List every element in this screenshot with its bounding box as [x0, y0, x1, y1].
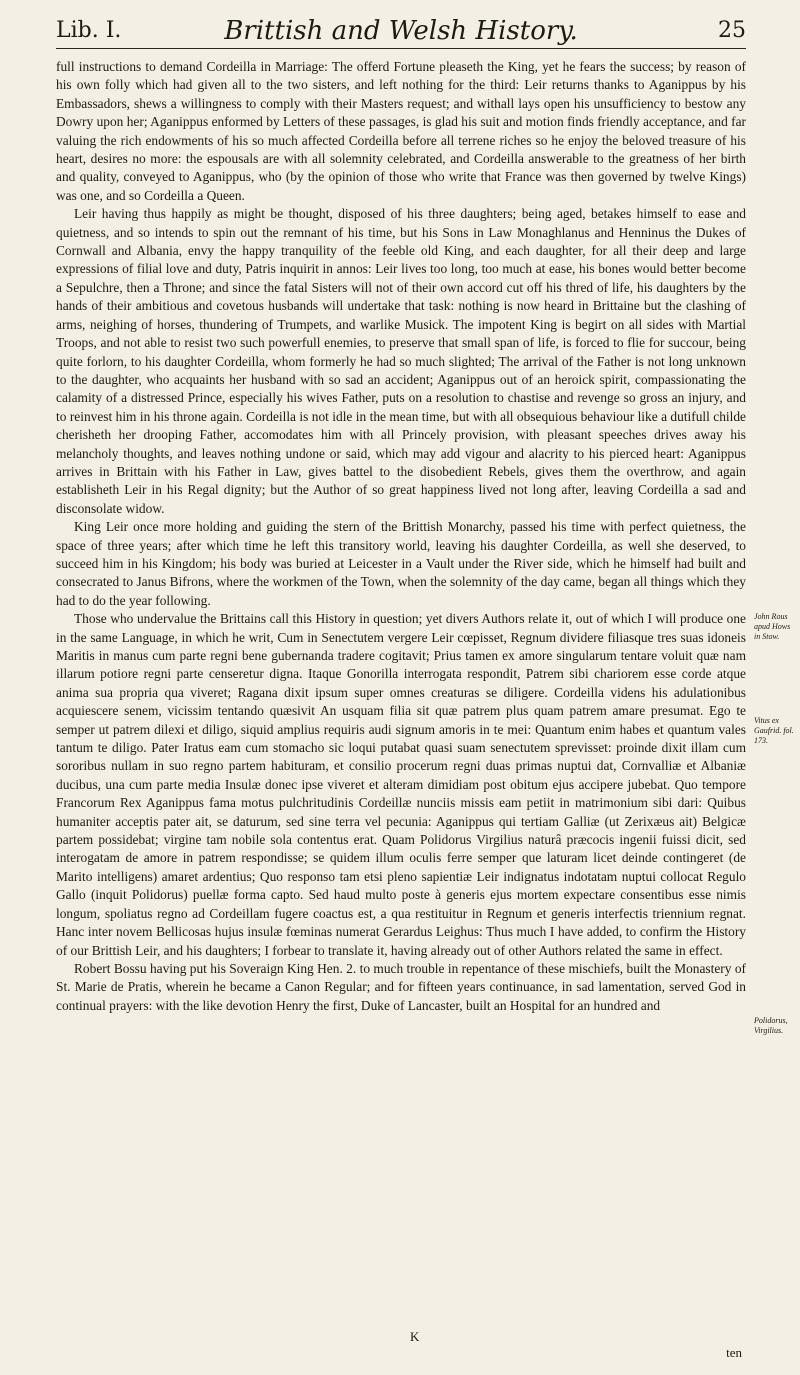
- paragraph-3: King Leir once more holding and guiding the stern of the Brittish Monarchy, passed his time with perfect quietness, the space of three years; after which time he left this transitory world, leaving his daughter Cordeilla, as well she deserved, to succeed him in his Kingdom; his body was buried at Leicester in a Vault under the River side, which he himself had built and consecrated to Janus Bifrons, where the workmen of the Town, when the solemnity of the day came, began all things which they had to do the year following.: [56, 519, 746, 608]
- page-number: 25: [718, 18, 746, 43]
- paragraph-5: Robert Bossu having put his Soveraign King Hen. 2. to much trouble in repentance of these mischiefs, built the Monastery of St. Marie de Pratis, wherein he became a Canon Regular; and for fifteen years continuance, in sad lamentation, served God in continual prayers: with the like devotion Henry the first, Duke of Lancaster, built an Hospital for an hundred and: [56, 960, 746, 1013]
- signature-mark: K: [410, 1329, 420, 1344]
- paragraph-4: Those who undervalue the Brittains call this History in question; yet divers Authors relate it, out of which I will produce one in the same Language, in which he writ, Cum in Senectutem vergere Leir cœpisset, Regnum dividere filiasque tres suas idoneis Maritis in manus cum parte regni bene gubernanda tradere cogitavit; Prius tamen ex amore singularum tentare voluit quæ nam illarum potiore regni parte censeretur digna. Itaque Gonorilla interrogata respondit, Patrem sibi chariorem esse corde atque anima sua propria qua viveret; Ragana dixit ipsum super omnes creaturas se diligere. Cordeilla videns his adulationibus acquiescere senem, vicissim tentando quæsivit An usquam filia sit quæ patrem plus quam patrem amare presumat. Ego te semper ut patrem dilexi et diligo, siquid amplius requiris audi signum amoris in te mei: Quantum enim habes et quantum vales tantum te diligo. Pater Iratus eam cum stomacho sic loqui putabat quasi suam senectutem sprevisset: proinde dixit illam cum sororibus nullam in suo regno partem habituram, et consilio procerum regni duas primas nuptui dat, Cornvalliæ et Albaniæ ducibus, una cum parte media Insulæ donec ipse viveret et alteram dimidiam post obitum ejus accipere jubebat. Quo tempore Francorum Rex Aganippus fama motus pulchritudinis Cordeillæ nunciis missis eam petiit in matrimonium sibi dari: Quibus humaniter acceptis pater ait, se daturum, sed sine terra vel pecunia: Aganippus qui tertiam Galliæ (ut Zerixæus ait) Belgicæ partem possidebat; virgine tam nobile sola contentus erat. Quam Polidorus Virgilius naturâ præcocis ingenii fuissi dicit, sed interogatam de amore in patrem respondisse; se quidem illum oculis ferre semper que laturam licet deinde contingeret (de Marito intelligens) amaret ardentius; Quo responso tam etsi pleno sapientiæ Leir indignatus indotatam nuptui collocat Regulo Gallo (inquit Polidorus) puellæ forma capto. Sed haud multo poste à generis ejus mortem expectare consentibus esse nimis longum, spoliatus regno ad Cordeillam fugere coactus est, a qua restituitur in Regnum et generis interfectis triennium regnat. Hanc inter novem Bellicosas hujus insulæ fœminas numerat Gerardus Leighus: Thus much I have added, to confirm the History of our Brittish Leir, and his daughters; I forbear to translate it, having already out of other Authors related the same in effect.: [56, 611, 746, 958]
- book-label: Lib. I.: [56, 18, 122, 43]
- body-text: [56, 58, 746, 1015]
- margin-note-polidorus: Polidorus, Virgilius.: [754, 1016, 788, 1035]
- margin-note-rous: John Rous apud Hows in Stow.: [754, 612, 791, 641]
- page-title: Brittish and Welsh History.: [224, 16, 578, 46]
- paragraph-2: Leir having thus happily as might be thought, disposed of his three daughters; being aged, betakes himself to ease and quietness, and so intends to spin out the remnant of his time, but his Sons in Law Monaghlanus and Henninus the Dukes of Cornwall and Albania, envy the happy tranquility of the feeble old King, and each daughter, for all their deep and large expressions of filial love and duty, Patris inquirit in annos: Leir lives too long, too much at ease, his bones would better become a Sepulchre, then a Throne; and since the fatal Sisters will not of their own accord cut off his thred of life, his daughters by the hands of their ambitious and covetous husbands will undertake that task: nothing is now heard in Brittaine but the clashing of arms, neighing of horses, thundering of Trumpets, and warlike Musick. The impotent King is begirt on all sides with Martial Troops, and not able to resist two such powerfull enemies, to preserve that small span of life, is forced to flie for succour, being quite forlorn, to his daughter Cordeilla, whom formerly he had so much slighted; The arrival of the Father is not long unknown to the daughter, who acquaints her husband with so sad an accident; Aganippus out of an heroick spirit, compassionating the calamity of a distressed Prince, especially his wives Father, puts on a resolution to chastise and revenge so gross an injury, and to reinvest him in his throne again. Cordeilla is not idle in the mean time, but with all obsequious behaviour like a dutifull childe cherisheth her drooping Father, accomodates him with all Princely provision, with pleasant speeches drives away his melancholy thoughts, and leaves nothing undone or said, which may add vigour and alacrity to his pierced heart: Aganippus arrives in Brittain with his Father in Law, gives battel to the disobedient Rebels, gives them the overthrow, and again establisheth Leir in his Regal dignity; but the Author of so great happiness lived not long after, leaving Cordeilla a sad and disconsolate widow.: [56, 206, 746, 516]
- running-head: [56, 14, 746, 48]
- catchword: ten: [726, 1345, 742, 1360]
- paragraph-1: full instructions to demand Cordeilla in Marriage: The offerd Fortune pleaseth the King, yet he fears the success; by reason of his own folly which had given all to the two sisters, and left nothing for the third: Leir returns thanks to Aganippus by his Embassadors, shews a willingness to comply with their Masters request; and withall lays open his unsufficiency to bestow any Dowry upon her; Aganippus enformed by Letters of these passages, is glad his suit and motion finds friendly acceptance, and far valuing the rich endowments of his so much affected Cordeilla before all terrene riches so he enjoy the beloved treasure of his heart, desires no more: the espousals are with all solemnity celebrated, and Cordeilla answerable to the greatness of her birth and quality, conveyed to Aganippus, who (by the opinion of those who write that France was then governed by twelve Kings) was one, and so Cordeilla a Queen.: [56, 59, 746, 203]
- margin-note-vitus: Vitus ex Gaufrid. fol. 173.: [754, 716, 794, 745]
- header-rule: [56, 48, 746, 49]
